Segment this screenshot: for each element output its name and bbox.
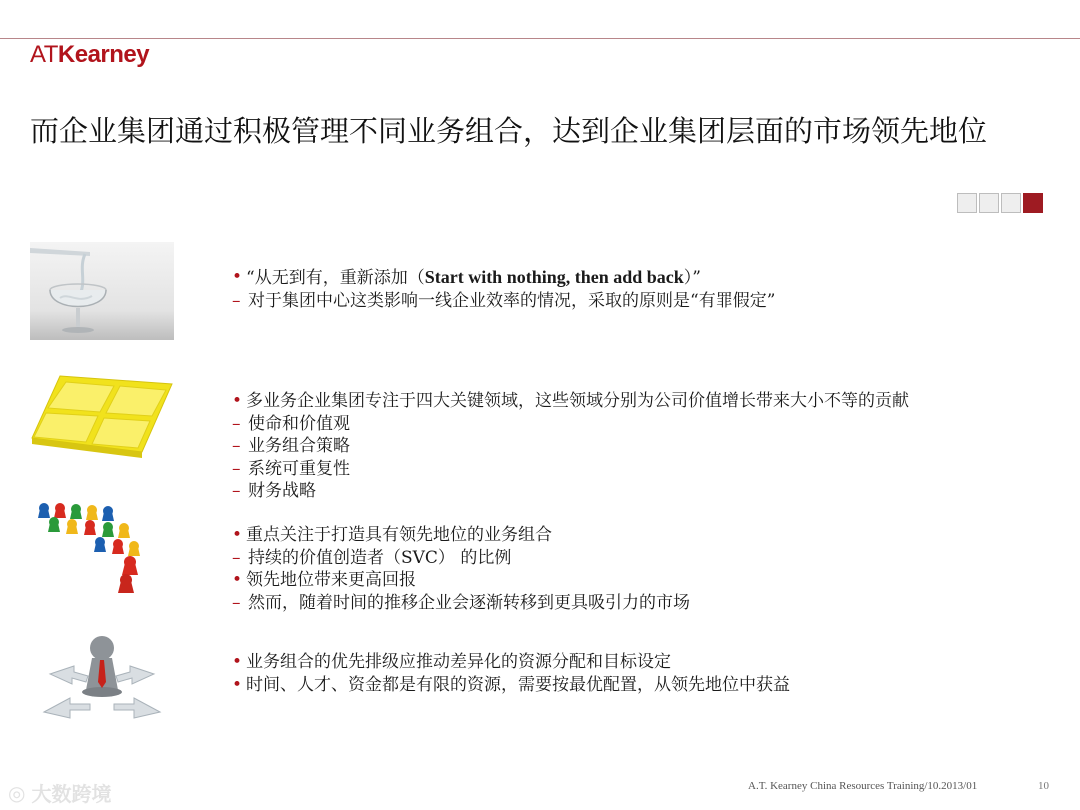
bullet-item: • 业务组合的优先排级应推动差异化的资源分配和目标设定 xyxy=(232,651,790,674)
header-divider xyxy=(0,38,1080,39)
pawn-with-arrows-image xyxy=(30,632,174,724)
glass-pouring-water-image xyxy=(30,242,174,340)
section-2-text xyxy=(232,390,909,503)
footer-text: A.T. Kearney China Resources Training/10.2013/01 xyxy=(748,780,978,792)
colored-pawns-image xyxy=(30,500,174,596)
atkearney-logo: ATKearney xyxy=(30,41,150,68)
section-3-text xyxy=(232,524,690,614)
page-number: 10 xyxy=(1038,780,1049,792)
bullet-item: • 多业务企业集团专注于四大关键领域，这些领域分别为公司价值增长带来大小不等的贡献 xyxy=(232,390,909,413)
progress-step xyxy=(1001,193,1021,213)
bullet-item: • 领先地位带来更高回报 xyxy=(232,569,690,592)
watermark: ◎ 大数跨境 xyxy=(8,780,112,806)
bullet-item: • 重点关注于打造具有领先地位的业务组合 xyxy=(232,524,690,547)
section-progress-indicator xyxy=(957,193,1043,213)
sub-item: – 使命和价值观 xyxy=(232,413,909,436)
section-1-text xyxy=(232,266,775,312)
sub-item: – 然而，随着时间的推移企业会逐渐转移到更具吸引力的市场 xyxy=(232,592,690,615)
sub-item: – 对于集团中心这类影响一线企业效率的情况，采取的原则是“有罪假定” xyxy=(232,290,775,313)
sub-item: – 业务组合策略 xyxy=(232,435,909,458)
sub-item: – 财务战略 xyxy=(232,480,909,503)
section-4-text xyxy=(232,651,790,696)
slide-title: 而企业集团通过积极管理不同业务组合，达到企业集团层面的市场领先地位 xyxy=(30,114,988,148)
progress-step-active xyxy=(1023,193,1043,213)
bullet-item: • “从无到有，重新添加（Start with nothing, then add back）” xyxy=(232,266,775,290)
sub-item: – 系统可重复性 xyxy=(232,458,909,481)
bullet-item: • 时间、人才、资金都是有限的资源，需要按最优配置，从领先地位中获益 xyxy=(232,674,790,697)
sub-item: – 持续的价值创造者（SVC） 的比例 xyxy=(232,547,690,570)
progress-step xyxy=(979,193,999,213)
yellow-tray-image xyxy=(30,368,174,460)
watermark-logo-icon: ◎ xyxy=(8,780,26,805)
progress-step xyxy=(957,193,977,213)
